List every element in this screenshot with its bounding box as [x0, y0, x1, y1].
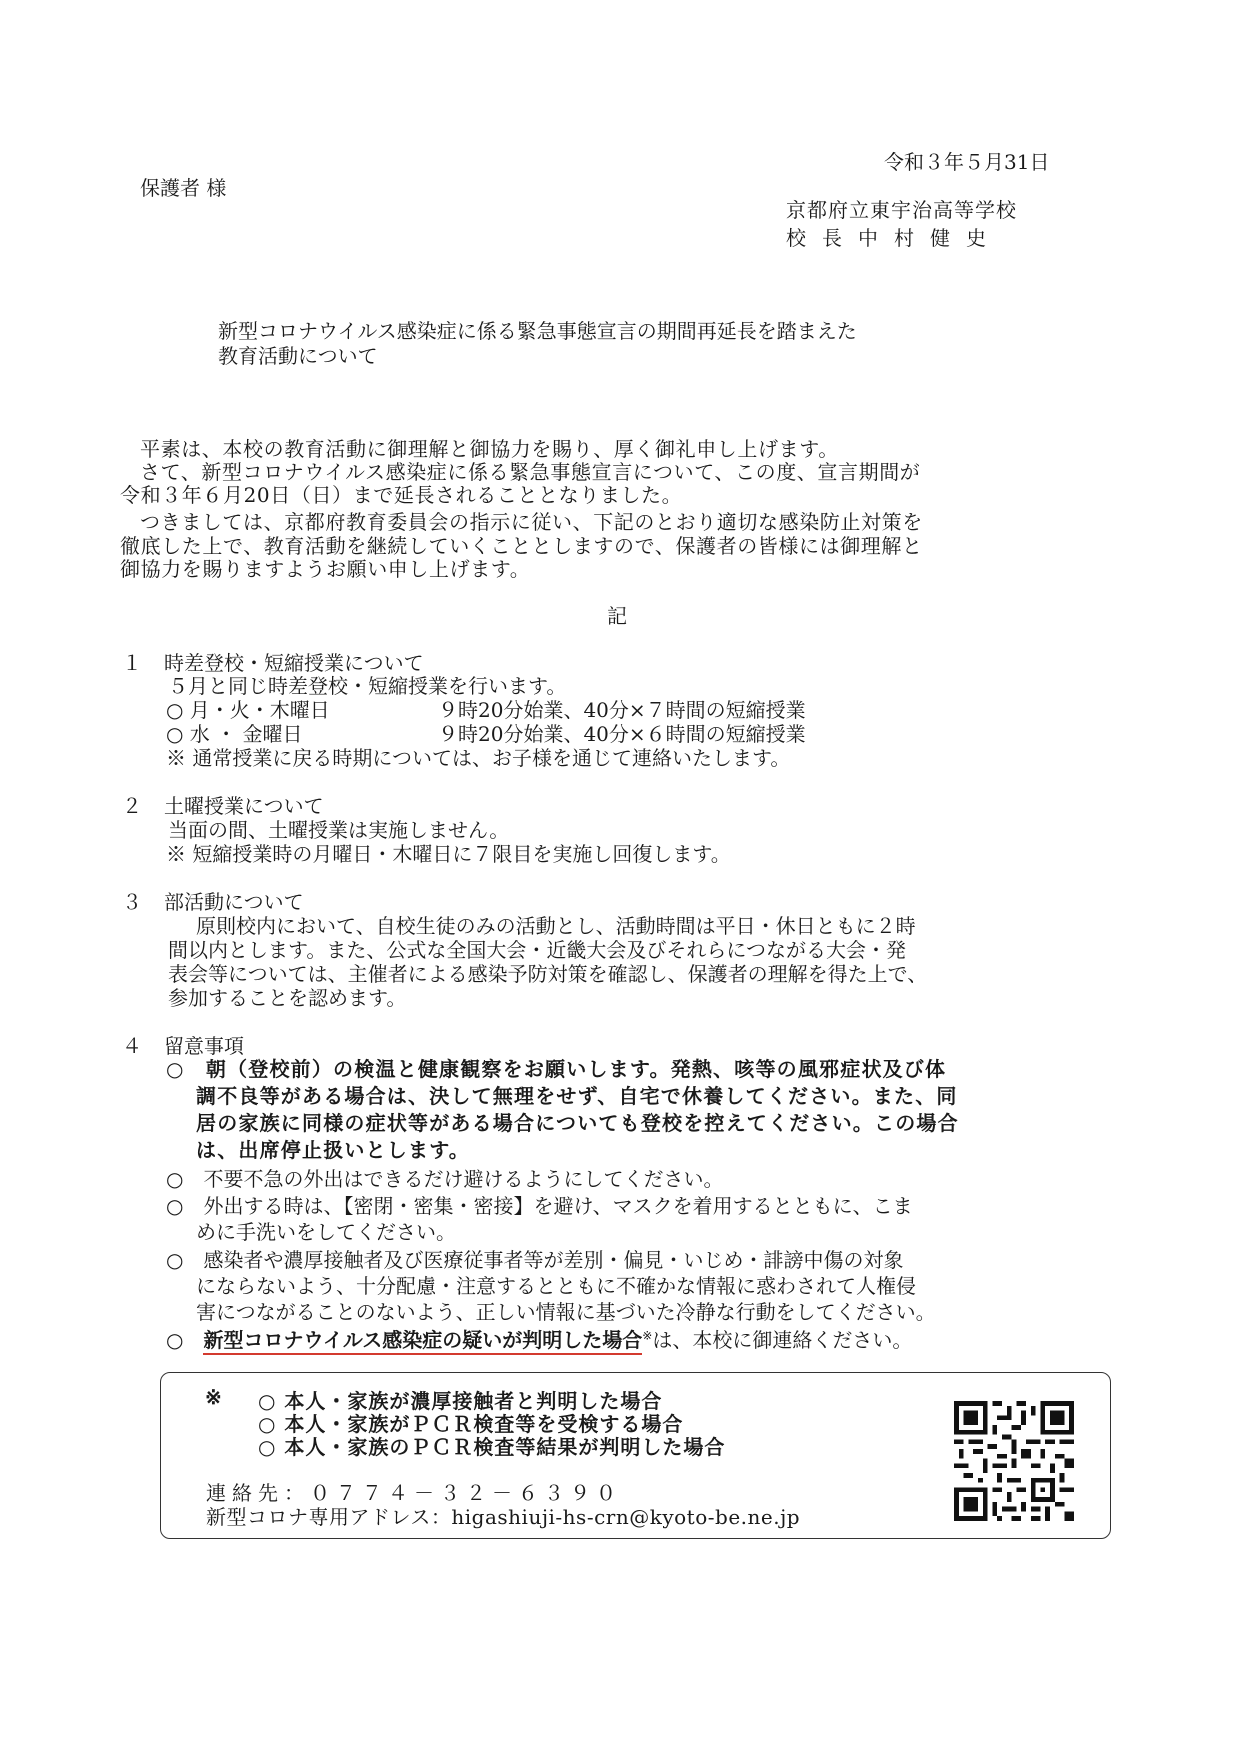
body-paragraph-3b: 徹底した上で、教育活動を継続していくこととしますので、保護者の皆様には御理解と [120, 534, 923, 558]
caution-item-1-line-2: 調不良等がある場合は、決して無理をせず、自宅で休養してください。また、同 [196, 1084, 958, 1108]
section-4-title: 留意事項 [164, 1034, 244, 1058]
caution-item-1-line-3: 居の家族に同様の症状等がある場合についても登校を控えてください。この場合 [196, 1111, 959, 1135]
document-date: 令和３年５月31日 [884, 150, 1050, 174]
caution-item-5-tail: は、本校に御連絡ください。 [652, 1328, 913, 1352]
section-2-line-2: ※ 短縮授業時の月曜日・木曜日に７限目を実施し回復します。 [166, 842, 731, 866]
ki-heading: 記 [607, 604, 627, 628]
caution-item-4-line-3: 害につながることのないよう、正しい情報に基づいた冷静な行動をしてください。 [196, 1300, 936, 1324]
section-2-title: 土曜授業について [164, 794, 324, 818]
caution-item-4-line-1: ○ 感染者や濃厚接触者及び医療従事者等が差別・偏見・いじめ・誹謗中傷の対象 [166, 1248, 904, 1272]
caution-item-5 [166, 1324, 912, 1353]
section-1-line-4: ※ 通常授業に戻る時期については、お子様を通じて連絡いたします。 [166, 746, 791, 770]
notice-item-2: ○ 本人・家族がＰＣＲ検査等を受検する場合 [258, 1412, 684, 1436]
caution-item-1-line-4: は、出席停止扱いとします。 [196, 1138, 470, 1162]
section-1-line-3a: ○ 水 ・ 金曜日 [166, 722, 303, 746]
section-3-line-3: 表会等については、主催者による感染予防対策を確認し、保護者の理解を得た上で、 [168, 962, 928, 986]
body-paragraph-3c: 御協力を賜りますようお願い申し上げます。 [120, 557, 531, 581]
section-3-title: 部活動について [164, 890, 304, 914]
section-3-line-1: 原則校内において、自校生徒のみの活動とし、活動時間は平日・休日ともに２時 [196, 914, 916, 938]
section-4-number: ４ [122, 1034, 142, 1058]
caution-item-4-line-2: にならないよう、十分配慮・注意するとともに不確かな情報に惑わされて人権侵 [196, 1274, 916, 1298]
section-2-line-1: 当面の間、土曜授業は実施しません。 [168, 818, 510, 842]
caution-item-3-line-2: めに手洗いをしてください。 [196, 1220, 456, 1244]
section-3-line-4: 参加することを認めます。 [168, 986, 407, 1010]
caution-item-5-underlined-text: 新型コロナウイルス感染症の疑いが判明した場合 [203, 1328, 642, 1355]
body-paragraph-2b: 令和３年６月20日（日）まで延長されることとなりました。 [120, 483, 683, 507]
document-title-line-1: 新型コロナウイルス感染症に係る緊急事態宣言の期間再延長を踏まえた [218, 319, 857, 343]
section-1-line-2b: ９時20分始業、40分×７時間の短縮授業 [438, 698, 806, 722]
body-paragraph-2a: さて、新型コロナウイルス感染症に係る緊急事態宣言について、この度、宣言期間が [140, 460, 921, 484]
section-1-line-2a: ○ 月・火・木曜日 [166, 698, 330, 722]
notice-item-3: ○ 本人・家族のＰＣＲ検査等結果が判明した場合 [258, 1435, 726, 1459]
school-name: 京都府立東宇治高等学校 [786, 198, 1017, 222]
principal-name: 校長中村健史 [786, 226, 1002, 250]
body-paragraph-1: 平素は、本校の教育活動に御理解と御協力を賜り、厚く御礼申し上げます。 [140, 437, 839, 461]
section-2-number: ２ [122, 794, 142, 818]
qr-code-icon[interactable] [954, 1401, 1074, 1521]
caution-item-1-line-1: ○ 朝（登校前）の検温と健康観察をお願いします。発熱、咳等の風邪症状及び体 [166, 1057, 947, 1081]
caution-item-2: ○ 不要不急の外出はできるだけ避けるようにしてください。 [166, 1167, 724, 1191]
caution-item-5-bullet: ○ [166, 1328, 204, 1352]
contact-email[interactable]: 新型コロナ専用アドレス：higashiuji-hs-crn@kyoto-be.ne.jp [206, 1505, 801, 1529]
caution-item-5-footnote-mark: ※ [642, 1328, 653, 1343]
section-1-line-1: ５月と同じ時差登校・短縮授業を行います。 [168, 674, 567, 698]
section-3-number: ３ [122, 890, 142, 914]
notice-item-1: ○ 本人・家族が濃厚接触者と判明した場合 [258, 1389, 663, 1413]
addressee: 保護者 様 [140, 176, 227, 200]
section-1-number: １ [122, 651, 142, 675]
caution-item-3-line-1: ○ 外出する時は、【密閉・密集・密接】を避け、マスクを着用するとともに、こま [166, 1194, 913, 1218]
document-title-line-2: 教育活動について [218, 344, 378, 368]
contact-phone: 連絡先：０７７４－３２－６３９０ [206, 1481, 622, 1505]
notice-footnote-mark: ※ [205, 1385, 222, 1409]
section-1-title: 時差登校・短縮授業について [164, 651, 424, 675]
section-1-line-3b: ９時20分始業、40分×６時間の短縮授業 [438, 722, 806, 746]
section-3-line-2: 間以内とします。また、公式な全国大会・近畿大会及びそれらにつながる大会・発 [168, 938, 906, 962]
body-paragraph-3a: つきましては、京都府教育委員会の指示に従い、下記のとおり適切な感染防止対策を [140, 510, 923, 534]
